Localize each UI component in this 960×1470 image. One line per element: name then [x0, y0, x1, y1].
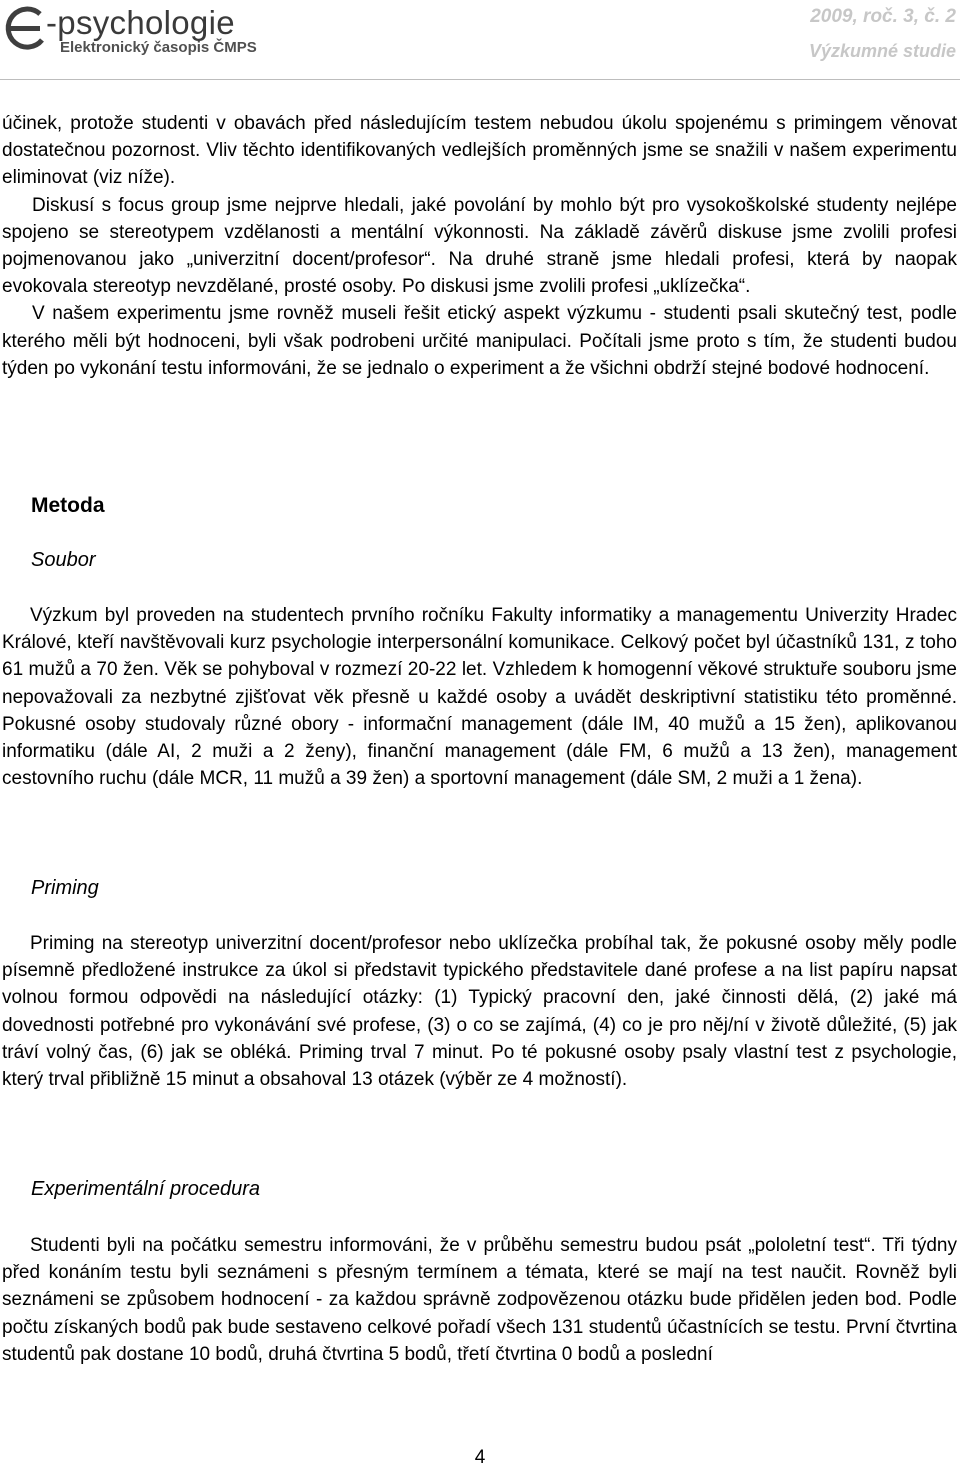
header-divider — [0, 79, 960, 80]
intro-paragraph-3: V našem experimentu jsme rovněž museli řešit etický aspekt výzkumu - studenti psali skutečný test, podle kterého měli být hodnoceni, byli však podrobeni určité manipulaci. Počítali jsme proto s tím, že studenti budou týden po vykonání testu informováni, že se jednalo o experiment a že všichni obdrží stejné bodové hodnocení. — [2, 303, 957, 379]
procedure-section — [2, 1232, 957, 1368]
journal-title: -psychologie — [46, 4, 235, 41]
intro-text — [2, 110, 957, 382]
subheading-priming: Priming — [31, 877, 99, 899]
priming-paragraph: Priming na stereotyp univerzitní docent/profesor nebo uklízečka probíhal tak, že pokusné osoby měly podle písemně předložené instrukce za úkol si představit typického představitele dané profese a na list papíru napsat volnou formou odpovědi na následující otázky: (1) Typický pracovní den, jaké činnosti dělá, (2) jaké má dovednosti potřebné pro vykonávání své profese, (3) o co se zajímá, (4) co je pro něj/ní v životě důležité, (5) jak tráví volný čas, (6) jak se obléká. Priming trval 7 minut. Po té pokusné osoby psaly vlastní test z psychologie, který trval přibližně 15 minut a obsahoval 13 otázek (výběr ze 4 možností). — [2, 933, 957, 1091]
procedure-paragraph: Studenti byli na počátku semestru informováni, že v průběhu semestru budou psát „pololetní test“. Tři týdny před konáním testu byli seznámeni s přesným termínem a témata, které se mají na test naučit. Rovněž byli seznámeni se způsobem hodnocení - za každou správně zodpovězenou otázku bude přidělen jeden bod. Podle počtu získaných bodů pak bude sestaveno celkové pořadí všech 131 studentů účastnících se testu. První čtvrtina studentů pak dostane 10 bodů, druhá čtvrtina 5 bodů, třetí čtvrtina 0 bodů a poslední — [2, 1235, 957, 1365]
section-label: Výzkumné studie — [808, 41, 956, 61]
page-header — [0, 0, 960, 80]
subheading-sample: Soubor — [31, 549, 96, 571]
sample-section — [2, 602, 957, 792]
subheading-procedure: Experimentální procedura — [31, 1178, 261, 1200]
intro-paragraph-2: Diskusí s focus group jsme nejprve hledali, jaké povolání by mohlo být pro vysokoškolské studenty nejlépe spojeno se stereotypem vzdělanosti a mentální výkonnosti. Na základě závěrů diskuse jsme zvolili profesi pojmenovanou jako „univerzitní docent/profesor“. Na druhé straně jsme hledali profesi, která by naopak evokovala stereotyp nevzdělané, prosté osoby. Po diskusi jsme zvolili profesi „uklízečka“. — [2, 194, 957, 298]
e-logo-icon — [2, 6, 48, 52]
section-heading-method: Metoda — [31, 494, 105, 517]
intro-paragraph-1: účinek, protože studenti v obavách před následujícím testem nebudou úkolu spojenému s primingem věnovat dostatečnou pozornost. Vliv těchto identifikovaných vedlejších proměnných jsme se snažili v našem experimentu eliminovat (viz níže). — [2, 113, 957, 189]
sample-paragraph: Výzkum byl proveden na studentech prvního ročníku Fakulty informatiky a managementu Univerzity Hradec Králové, kteří navštěvovali kurz psychologie interpersonální komunikace. Celkový počet byl účastníků 131, z toho 61 mužů a 70 žen. Věk se pohyboval v rozmezí 20-22 let. Vzhledem k homogenní věkové struktuře souboru jsme nepovažovali za nezbytné zjišťovat věk přesně u každé osoby a uvádět deskriptivní statistiku této proměnné. Pokusné osoby studovaly různé obory - informační management (dále IM, 40 mužů a 15 žen), aplikovanou informatiku (dále AI, 2 muži a 2 ženy), finanční management (dále FM, 6 mužů a 13 žen), management cestovního ruchu (dále MCR, 11 mužů a 39 žen) a sportovní management (dále SM, 2 muži a 1 žena). — [2, 605, 957, 790]
issue-label: 2009, roč. 3, č. 2 — [810, 6, 956, 27]
journal-subtitle: Elektronický časopis ČMPS — [60, 39, 257, 56]
priming-section — [2, 930, 957, 1093]
journal-logo — [2, 2, 302, 62]
page-number: 4 — [474, 1447, 486, 1468]
